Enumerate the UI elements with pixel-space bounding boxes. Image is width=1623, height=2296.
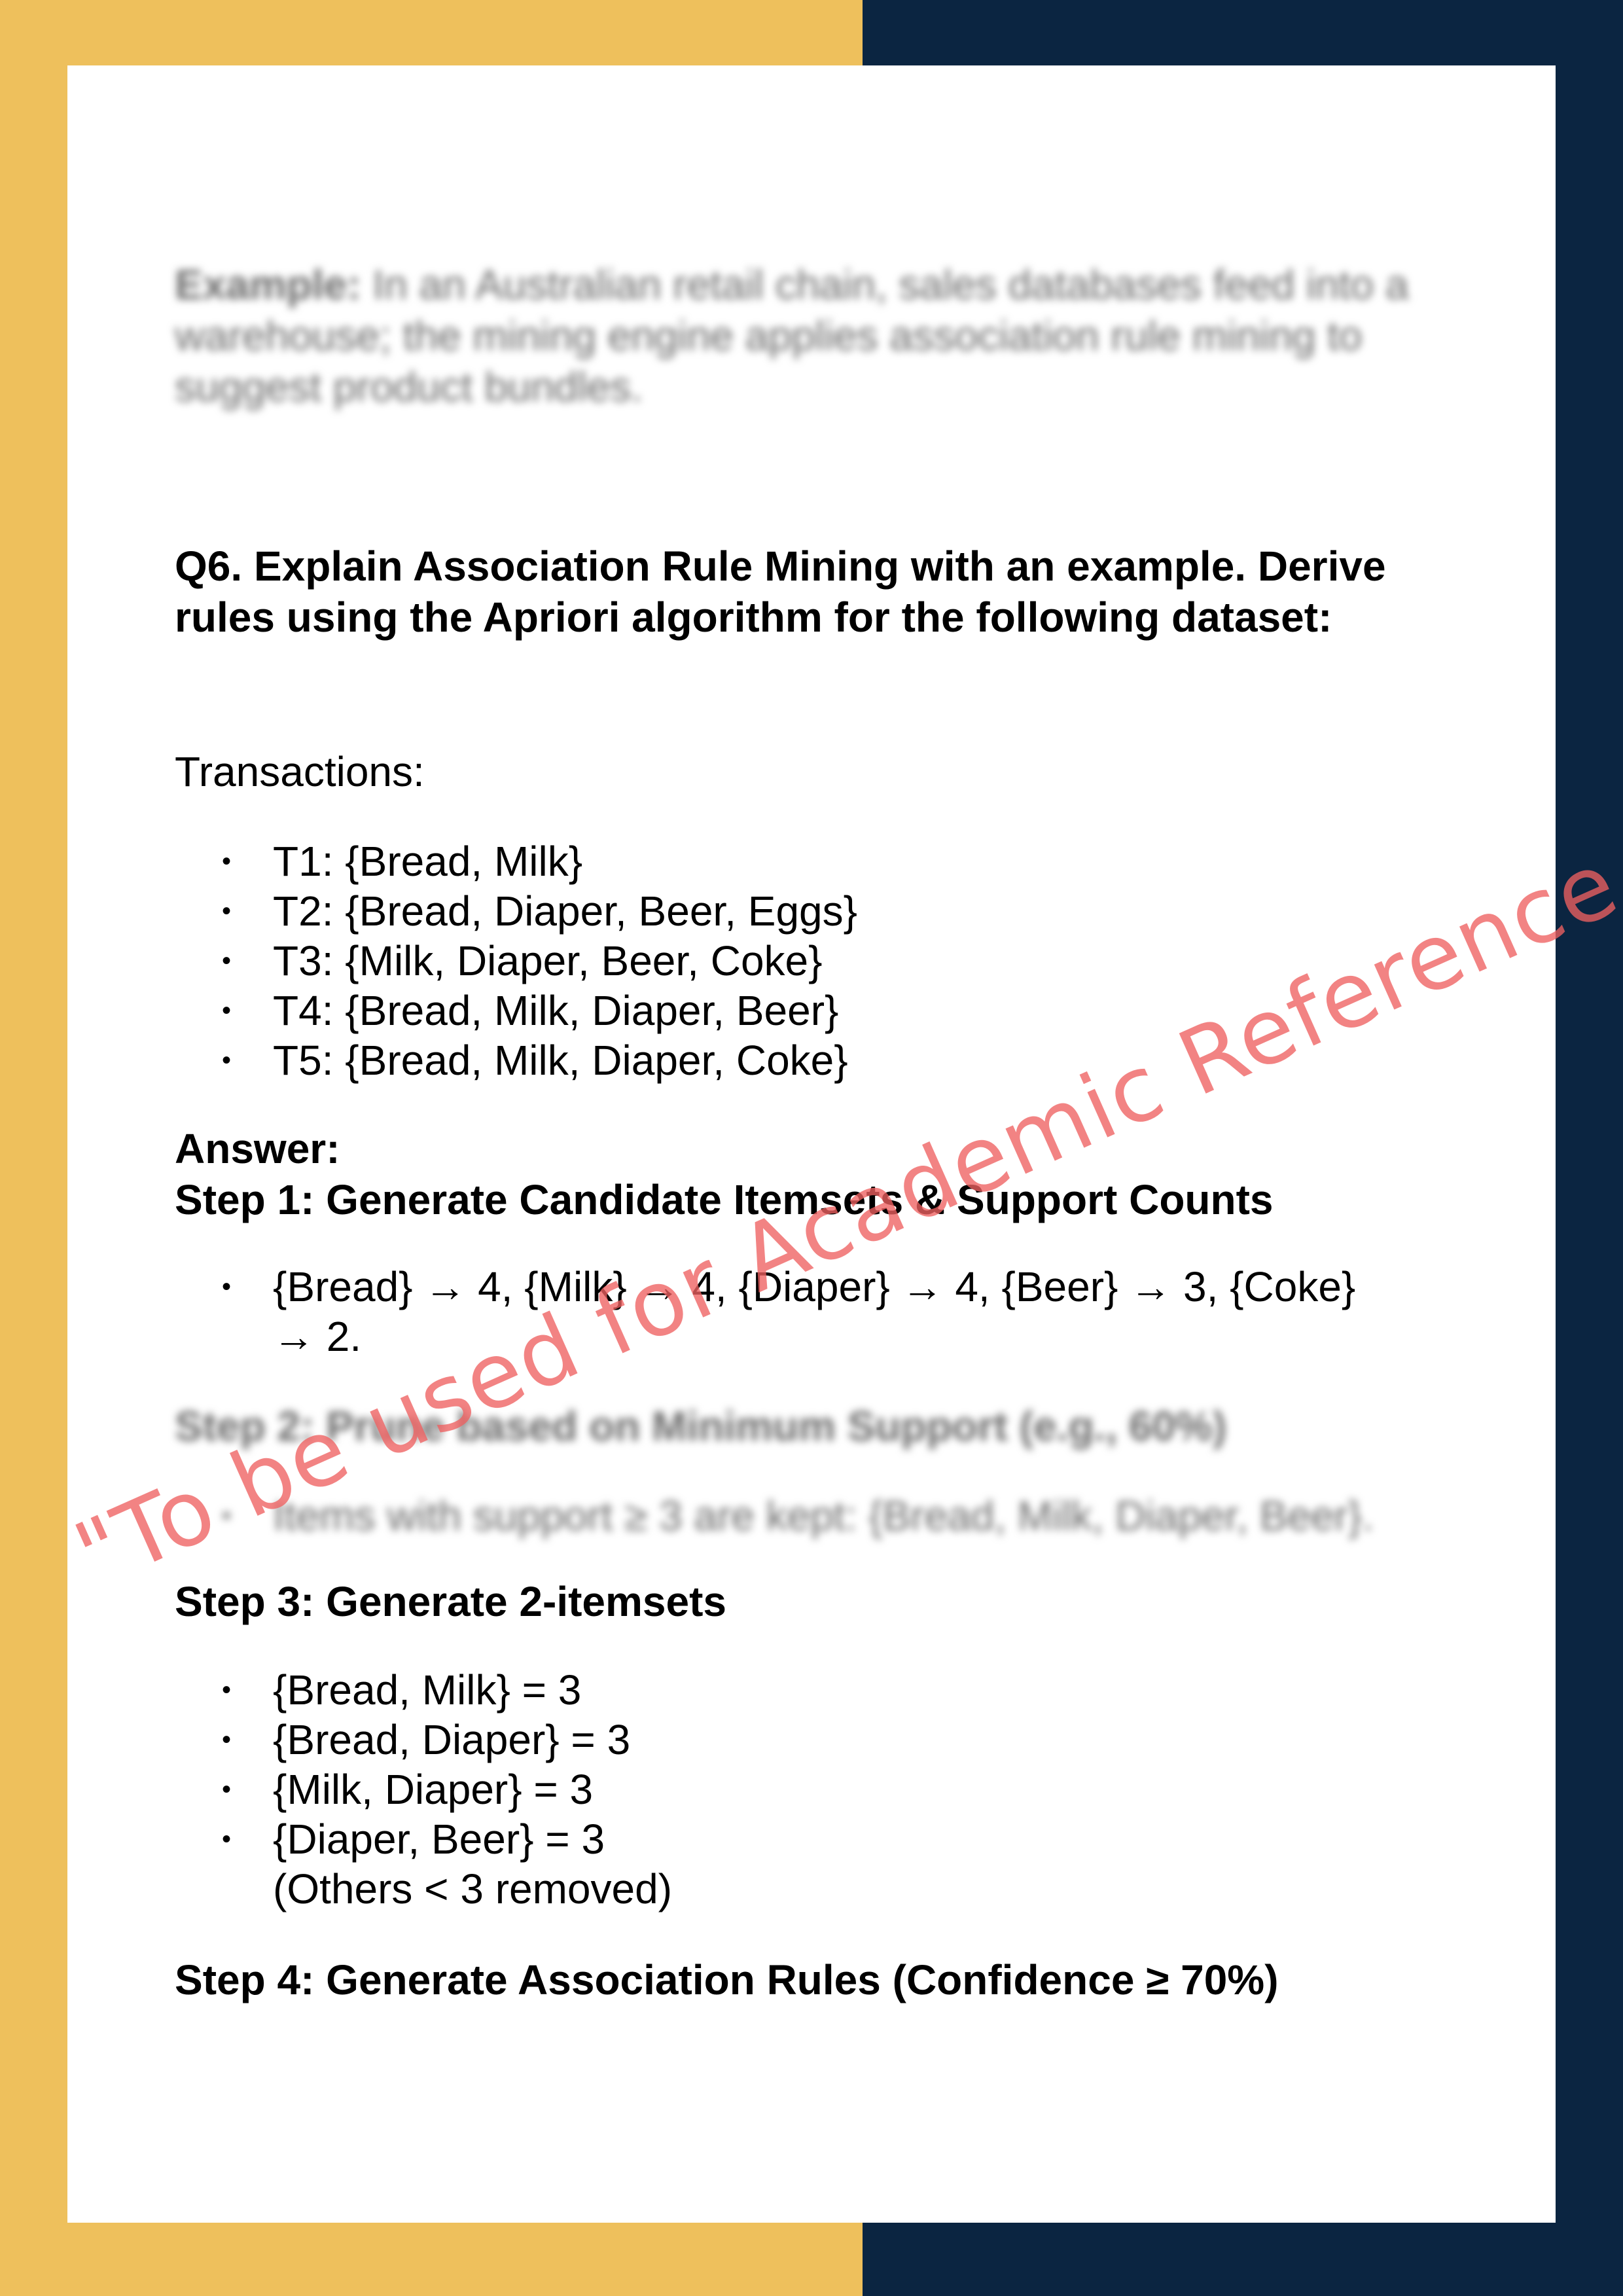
itemset-item: • {Diaper, Beer} = 3 <box>175 1814 672 1864</box>
itemset-item: • {Bread, Milk} = 3 <box>175 1665 672 1715</box>
step1-heading: Step 1: Generate Candidate Itemsets & Support Counts <box>175 1176 1274 1223</box>
watermark: "To be used for Academic Reference <box>60 831 1623 1609</box>
answer-label: Answer: <box>175 1125 340 1172</box>
step1-line-1: {Bread} → 4, {Milk} → 4, {Diaper} → 4, {Beer} → 3, {Coke} <box>273 1263 1356 1310</box>
transaction-item: • T1: {Bread, Milk} <box>175 836 857 886</box>
step2-item: • Items with support ≥ 3 are kept: {Bread, Milk, Diaper, Beer}. <box>175 1491 1374 1541</box>
document-page <box>67 65 1556 2223</box>
question-heading <box>175 541 1386 643</box>
transaction-item: • T5: {Bread, Milk, Diaper, Coke} <box>175 1035 857 1085</box>
transaction-item: • T4: {Bread, Milk, Diaper, Beer} <box>175 986 857 1035</box>
step2-heading: Step 2: Prune based on Minimum Support (e.g., 60%) <box>175 1403 1227 1450</box>
question-heading-line-1: Q6. Explain Association Rule Mining with an example. Derive <box>175 543 1386 590</box>
itemset-item: • {Milk, Diaper} = 3 <box>175 1765 672 1814</box>
transactions-label: Transactions: <box>175 748 425 795</box>
blurred-intro-paragraph <box>175 259 1484 412</box>
step4-heading: Step 4: Generate Association Rules (Confidence ≥ 70%) <box>175 1956 1279 2003</box>
itemset-item: • {Bread, Diaper} = 3 <box>175 1715 672 1765</box>
step2-list <box>175 1491 1374 1541</box>
itemset-note: (Others < 3 removed) <box>273 1865 672 1912</box>
blurred-intro-text: In an Australian retail chain, sales databases feed into a warehouse; the mining engine applies association rule mining to suggest product bundles. <box>175 261 1409 410</box>
step3-list <box>175 1665 672 1914</box>
blurred-intro-label: Example: <box>175 261 361 308</box>
question-heading-line-2: rules using the Apriori algorithm for the following dataset: <box>175 594 1332 641</box>
transaction-item: • T2: {Bread, Diaper, Beer, Eggs} <box>175 886 857 936</box>
transaction-item: • T3: {Milk, Diaper, Beer, Coke} <box>175 936 857 986</box>
transactions-list <box>175 836 857 1085</box>
step1-line-2: → 2. <box>273 1313 362 1360</box>
step3-heading: Step 3: Generate 2-itemsets <box>175 1578 726 1625</box>
